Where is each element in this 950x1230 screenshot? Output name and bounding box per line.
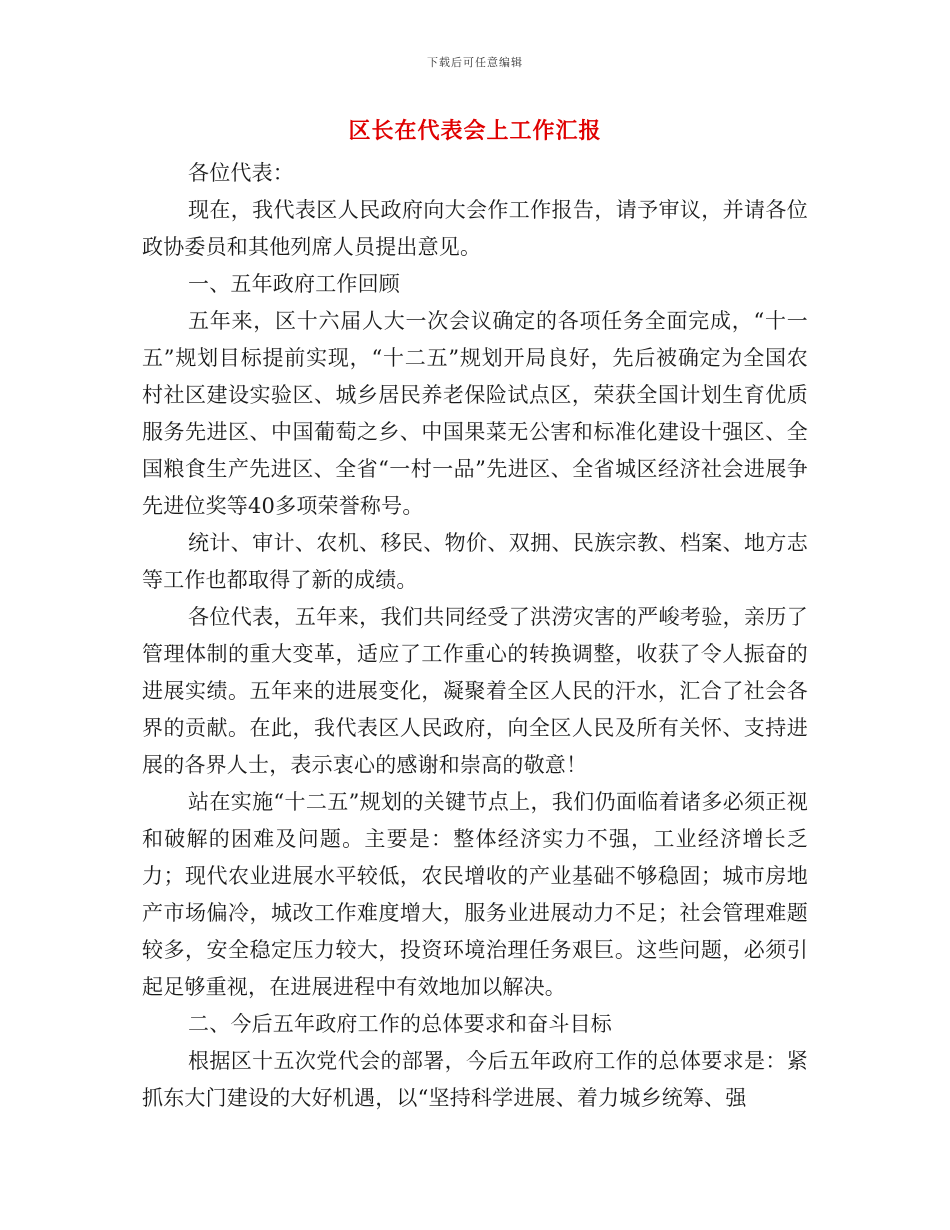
- paragraph-other-work: 统计、审计、农机、移民、物价、双拥、民族宗教、档案、地方志等工作也都取得了新的成绩。: [142, 531, 808, 592]
- document-body: [142, 155, 808, 1117]
- page-header-note: 下载后可任意编辑: [427, 56, 523, 69]
- paragraph-achievements: 五年来，区十六届人大一次会议确定的各项任务全面完成，“十一五”规划目标提前实现，“十二五”规划开局良好，先后被确定为全国农村社区建设实验区、城乡居民养老保险试点区，荣获全国计划生育优质服务先进区、中国葡萄之乡、中国果菜无公害和标准化建设十强区、全国粮食生产先进区、全省“一村一品”先进区、全省城区经济社会进展争先进位奖等40多项荣誉称号。: [142, 309, 808, 518]
- section-heading-review: 一、五年政府工作回顾: [188, 272, 400, 296]
- paragraph-opening: 现在，我代表区人民政府向大会作工作报告，请予审议，并请各位政协委员和其他列席人员提出意见。: [142, 198, 808, 259]
- paragraph-problems: 站在实施“十二五”规划的关键节点上，我们仍面临着诸多必须正视和破解的困难及问题。主要是：整体经济实力不强，工业经济增长乏力；现代农业进展水平较低，农民增收的产业基础不够稳固；城市房地产市场偏冷，城改工作难度增大，服务业进展动力不足；社会管理难题较多，安全稳定压力较大，投资环境治理任务艰巨。这些问题，必须引起足够重视，在进展进程中有效地加以解决。: [142, 790, 808, 999]
- paragraph-requirements: 根据区十五次党代会的部署，今后五年政府工作的总体要求是：紧抓东大门建设的大好机遇，以“坚持科学进展、着力城乡统筹、强: [142, 1049, 808, 1110]
- paragraph-gratitude: 各位代表，五年来，我们共同经受了洪涝灾害的严峻考验，亲历了管理体制的重大变革，适应了工作重心的转换调整，收获了令人振奋的进展实绩。五年来的进展变化，凝聚着全区人民的汗水，汇合了社会各界的贡献。在此，我代表区人民政府，向全区人民及所有关怀、支持进展的各界人士，表示衷心的感谢和崇高的敬意！: [142, 605, 808, 777]
- section-heading-goals: 二、今后五年政府工作的总体要求和奋斗目标: [188, 1012, 612, 1036]
- paragraph-salutation: 各位代表：: [188, 161, 294, 185]
- document-title: 区长在代表会上工作汇报: [348, 118, 602, 144]
